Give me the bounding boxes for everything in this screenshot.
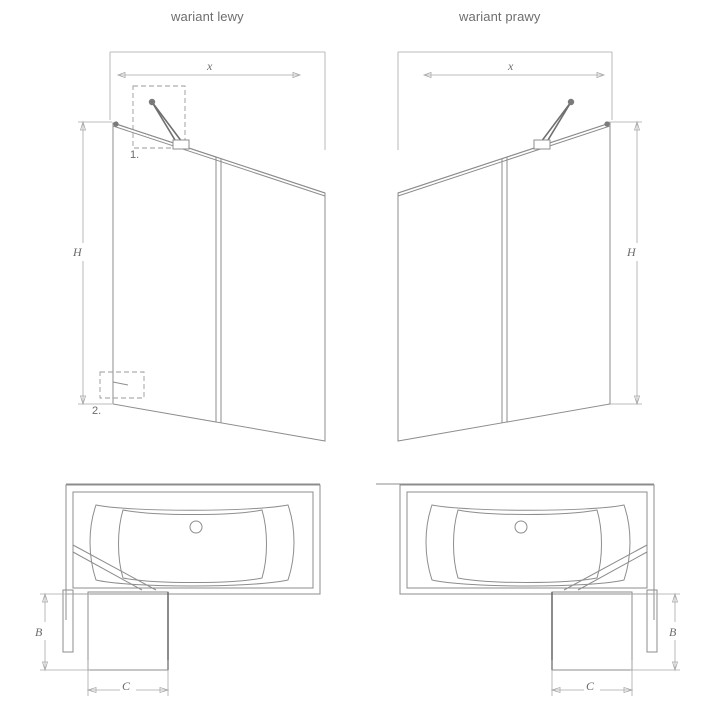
- perspective-view-left: [70, 52, 325, 441]
- callout-1-left: 1.: [130, 149, 140, 161]
- dimension-label-B-right: B: [669, 625, 677, 639]
- dimension-label-x-left: x: [207, 59, 213, 73]
- screen-plan-right: [552, 545, 657, 670]
- sliding-panel-right: [398, 157, 507, 441]
- support-arm-left: [133, 86, 189, 149]
- sliding-panel-left: [216, 157, 325, 441]
- perspective-view-right: [398, 52, 642, 441]
- dimension-label-H-right: H: [627, 245, 636, 259]
- plan-view-right: [376, 484, 681, 696]
- dimension-x-right: [398, 52, 612, 150]
- bottom-guide-left: [100, 372, 144, 398]
- dimension-label-C-left: C: [122, 679, 131, 693]
- dimension-label-x-right: x: [508, 59, 514, 73]
- callout-2-left: 2.: [92, 405, 102, 417]
- plan-view-left: [33, 484, 320, 696]
- fixed-panel-right: [507, 123, 610, 422]
- fixed-panel-left: [113, 123, 216, 422]
- top-rail-right: [398, 123, 610, 196]
- dimension-B-right: [630, 594, 681, 670]
- dimension-label-B-left: B: [35, 625, 43, 639]
- top-rail-left: [113, 123, 325, 196]
- screen-plan-left: [63, 545, 168, 670]
- dimension-label-H-left: H: [73, 245, 82, 259]
- title-variant-right: wariant prawy: [459, 9, 541, 24]
- dimension-B-left: [33, 594, 90, 670]
- dimension-H-left: [70, 122, 112, 404]
- dimension-H-right: [608, 122, 642, 404]
- title-variant-left: wariant lewy: [171, 9, 244, 24]
- dimension-label-C-right: C: [586, 679, 595, 693]
- dimension-C-right: [552, 660, 632, 696]
- dimension-C-left: [88, 660, 168, 696]
